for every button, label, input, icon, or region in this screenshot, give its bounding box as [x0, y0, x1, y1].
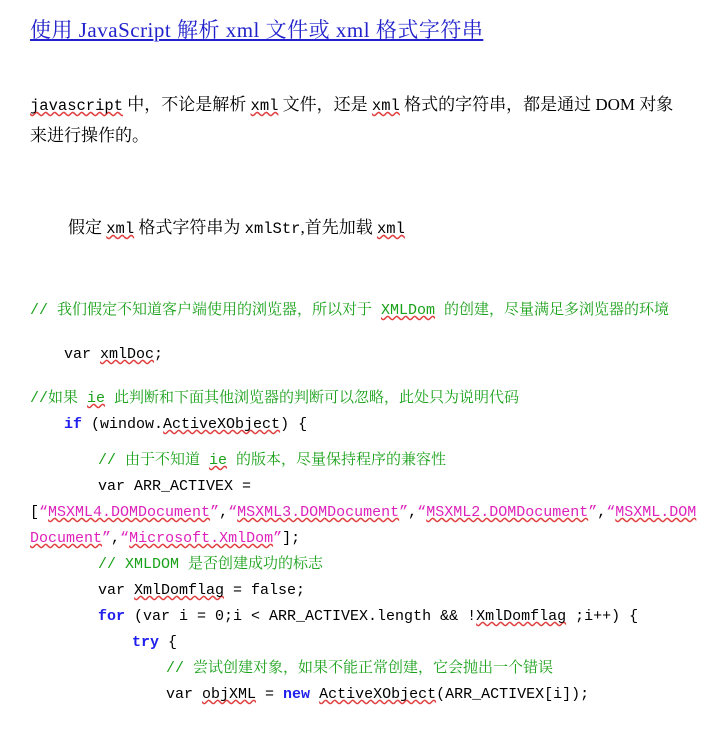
code-token: ;i++) { — [566, 608, 639, 625]
assume-text-1: 假定 — [68, 218, 107, 237]
assume-text-3: ,首先加载 — [300, 218, 377, 237]
intro-text-3: 格式的字符串，都是通过 DOM 对象来进行操作的。 — [30, 95, 674, 145]
code-token: // XMLDOM 是否创建成功的标志 — [98, 556, 324, 573]
code-line-var-xmldomflag — [30, 578, 704, 604]
code-token: ie — [87, 390, 106, 407]
code-token — [310, 686, 319, 703]
code-token: 的创建，尽量满足多浏览器的环境 — [435, 302, 670, 319]
code-token: 的版本，尽量保持程序的兼容性 — [227, 452, 447, 469]
code-token: ; — [154, 346, 164, 363]
code-spacer — [30, 438, 704, 448]
intro-text-2: 文件，还是 — [278, 95, 372, 114]
code-token: var — [98, 582, 135, 599]
code-token: 此判断和下面其他浏览器的判断可以忽略，此处只为说明代码 — [105, 390, 520, 407]
code-token: XmlDomflag — [134, 582, 225, 599]
code-token: MSXML2.DOMDocument — [426, 504, 589, 521]
code-token: , — [408, 504, 418, 521]
code-spacer — [30, 324, 704, 342]
code-line-comment-xmldom-flag — [30, 552, 704, 578]
assume-xml-term-2: xml — [376, 220, 405, 238]
code-token: if — [64, 416, 83, 433]
code-token: “ — [120, 530, 130, 547]
code-token: , — [597, 504, 607, 521]
code-line-var-arr-activex — [30, 474, 704, 500]
code-token: (ARR_ACTIVEX[i]); — [436, 686, 590, 703]
intro-xml-term-2: xml — [371, 97, 400, 115]
code-token: “ — [417, 504, 427, 521]
code-token: ” — [399, 504, 409, 521]
code-token: , — [219, 504, 229, 521]
code-token: (window. — [82, 416, 164, 433]
code-token: XmlDomflag — [476, 608, 567, 625]
code-token: = false; — [224, 582, 306, 599]
code-token: MSXML3.DOMDocument — [237, 504, 400, 521]
code-token: ) { — [280, 416, 308, 433]
code-token: xmlDoc — [100, 346, 155, 363]
code-token: Microsoft.XmlDom — [129, 530, 274, 547]
code-line-var-objxml — [30, 682, 704, 708]
code-token: MSXML4.DOMDocument — [48, 504, 211, 521]
assume-text-2: 格式字符串为 — [134, 218, 245, 237]
code-token: “ — [606, 504, 616, 521]
code-token: // 由于不知道 — [98, 452, 210, 469]
code-token: ActiveXObject — [319, 686, 437, 703]
code-token: try — [132, 634, 160, 651]
code-token: objXML — [202, 686, 257, 703]
code-line-comment-browser — [30, 298, 704, 324]
intro-javascript-term: javascript — [30, 97, 124, 115]
code-token: “ — [228, 504, 238, 521]
code-token: // 我们假定不知道客户端使用的浏览器，所以对于 — [30, 302, 382, 319]
code-token: ActiveXObject — [163, 416, 281, 433]
code-line-comment-try-create — [30, 656, 704, 682]
code-token: new — [283, 686, 311, 703]
code-token: [ — [30, 504, 40, 521]
intro-xml-term-1: xml — [250, 97, 279, 115]
code-token: MSXML.DOMDocument — [30, 504, 697, 547]
code-token: , — [111, 530, 121, 547]
code-token: (var i = 0;i < ARR_ACTIVEX.length && ! — [125, 608, 477, 625]
code-line-if-activexobject — [30, 412, 704, 438]
code-token: XMLDom — [381, 302, 436, 319]
code-token: ” — [588, 504, 598, 521]
code-block — [30, 280, 704, 708]
code-line-for-loop — [30, 604, 704, 630]
assume-paragraph — [68, 213, 682, 244]
page-title: 使用 JavaScript 解析 xml 文件或 xml 格式字符串 — [30, 18, 484, 42]
intro-text-1: 中，不论是解析 — [123, 95, 251, 114]
code-line-arr-activex-values — [30, 500, 704, 552]
code-token: = — [256, 686, 284, 703]
code-token: ” — [273, 530, 283, 547]
code-line-comment-ie-version — [30, 448, 704, 474]
code-token: ” — [210, 504, 220, 521]
code-token: “ — [39, 504, 49, 521]
code-token: var — [166, 686, 203, 703]
document-page — [0, 14, 712, 752]
code-token: //如果 — [30, 390, 88, 407]
code-spacer — [30, 280, 704, 298]
code-token: ” — [102, 530, 112, 547]
code-token: var ARR_ACTIVEX = — [98, 478, 252, 495]
code-token: ]; — [282, 530, 301, 547]
assume-var-xmlstr: xmlStr — [244, 220, 301, 238]
code-line-try-keyword — [30, 630, 704, 656]
intro-paragraph — [30, 90, 684, 151]
code-line-comment-ie — [30, 386, 704, 412]
code-token: for — [98, 608, 126, 625]
assume-xml-term-1: xml — [106, 220, 135, 238]
code-token: ie — [209, 452, 228, 469]
code-token: { — [159, 634, 178, 651]
code-token: var — [64, 346, 101, 363]
code-line-var-xmldoc — [30, 342, 704, 368]
code-token: // 尝试创建对象，如果不能正常创建，它会抛出一个错误 — [166, 660, 554, 677]
code-spacer — [30, 368, 704, 386]
